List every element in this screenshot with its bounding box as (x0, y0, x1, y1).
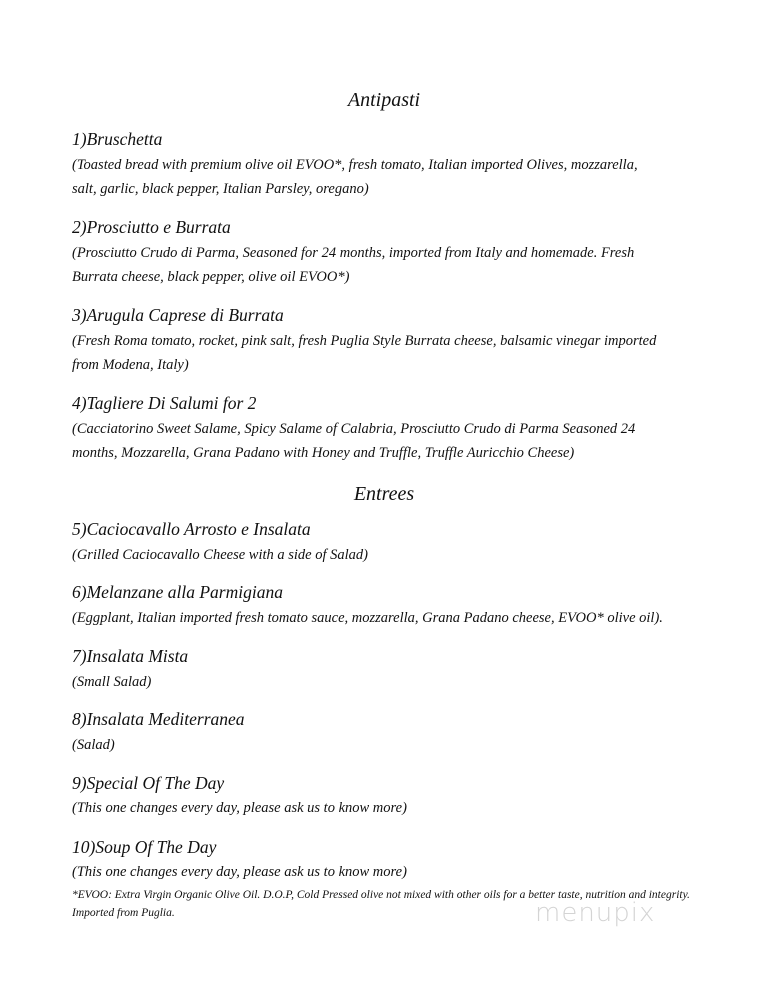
menu-item-desc: from Modena, Italy) (72, 357, 189, 373)
menu-item-title: 7)Insalata Mista (72, 646, 189, 666)
menu-item-title: 6)Melanzane alla Parmigiana (72, 582, 283, 602)
section-title-entrees: Entrees (353, 483, 415, 505)
menu-item-desc: (Grilled Caciocavallo Cheese with a side of Salad) (72, 547, 368, 563)
menu-item-desc: (This one changes every day, please ask us to know more) (72, 800, 407, 816)
watermark: menupix (535, 898, 656, 928)
menu-item-desc: (Eggplant, Italian imported fresh tomato sauce, mozzarella, Grana Padano cheese, EVOO* olive oil). (72, 610, 663, 626)
menu-item-desc: (Salad) (72, 737, 115, 753)
menu-item-desc: (This one changes every day, please ask us to know more) (72, 864, 407, 880)
menu-item-title: 1)Bruschetta (72, 129, 163, 149)
menu-item-desc: (Fresh Roma tomato, rocket, pink salt, fresh Puglia Style Burrata cheese, balsamic vinegar imported (72, 333, 657, 349)
footnote: *EVOO: Extra Virgin Organic Olive Oil. D.O.P, Cold Pressed olive not mixed with other oils for a better taste, nutrition and integrity. (72, 889, 690, 901)
menu-item-desc: salt, garlic, black pepper, Italian Parsley, oregano) (72, 181, 369, 197)
menu-item-desc: months, Mozzarella, Grana Padano with Honey and Truffle, Truffle Auricchio Cheese) (72, 445, 575, 461)
menu-item-desc: (Prosciutto Crudo di Parma, Seasoned for 24 months, imported from Italy and homemade. Fresh (72, 245, 635, 261)
footnote: Imported from Puglia. (72, 907, 175, 919)
section-title-antipasti: Antipasti (347, 89, 421, 111)
menu-item-title: 10)Soup Of The Day (72, 837, 217, 857)
menu-item-desc: (Cacciatorino Sweet Salame, Spicy Salame of Calabria, Prosciutto Crudo di Parma Seasoned 24 (72, 421, 636, 437)
menu-item-desc: Burrata cheese, black pepper, olive oil EVOO*) (72, 269, 350, 285)
menu-item-title: 9)Special Of The Day (72, 773, 225, 793)
menu-item-title: 8)Insalata Mediterranea (72, 709, 245, 729)
menu-item-title: 5)Caciocavallo Arrosto e Insalata (72, 519, 311, 539)
menu-item-desc: (Small Salad) (72, 674, 152, 690)
menu-item-desc: (Toasted bread with premium olive oil EVOO*, fresh tomato, Italian imported Olives, mozzarella, (72, 157, 638, 173)
menu-item-title: 2)Prosciutto e Burrata (72, 217, 231, 237)
menu-item-title: 3)Arugula Caprese di Burrata (72, 305, 284, 325)
menu-item-title: 4)Tagliere Di Salumi for 2 (72, 393, 257, 413)
